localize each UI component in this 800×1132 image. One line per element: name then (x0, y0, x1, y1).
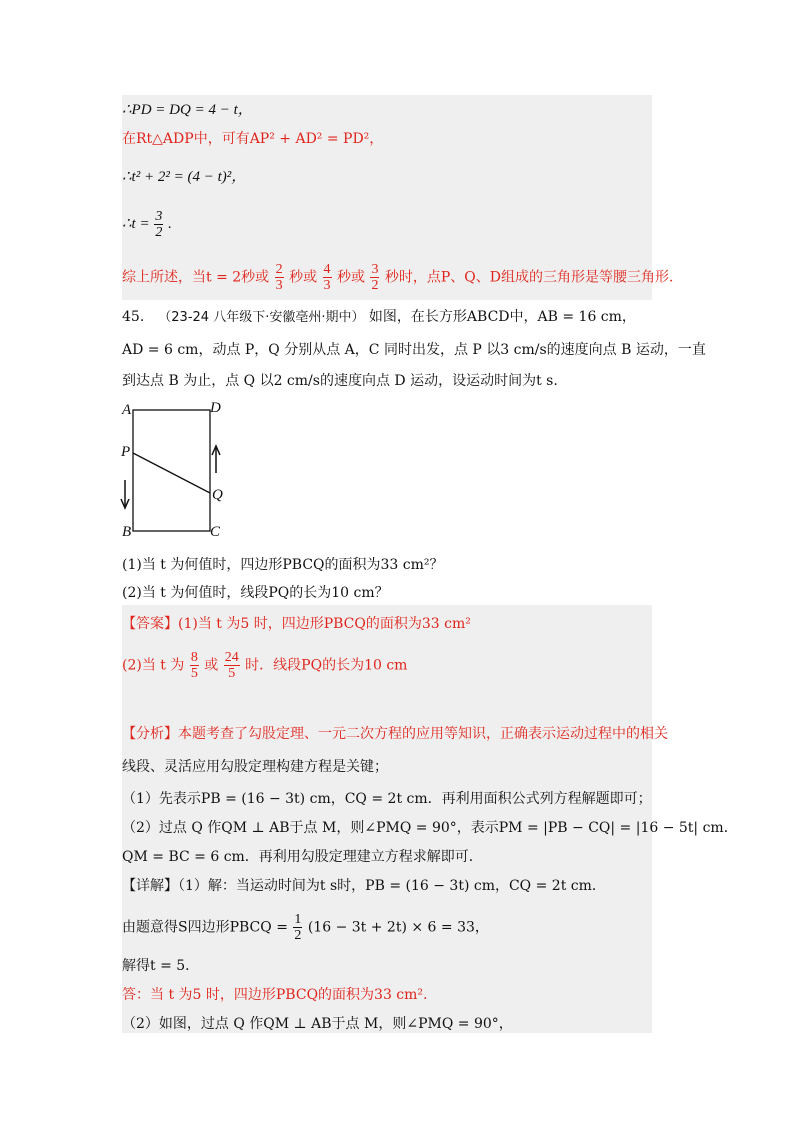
rectangle-figure (115, 395, 235, 545)
segment-pq (133, 453, 210, 493)
problem-source: （23-24 八年级下·安徽亳州·期中） (158, 310, 365, 325)
answer-2 (122, 650, 407, 681)
frac-num: 24 (224, 650, 239, 665)
detail2-suffix: (16 − 3t + 2t) × 6 = 33， (307, 919, 489, 936)
frac-den: 3 (323, 278, 331, 293)
question-2: (2)当 t 为何值时，线段PQ的长为10 cm？ (122, 585, 389, 601)
frac-den: 5 (190, 666, 198, 681)
frac-den: 5 (228, 666, 236, 681)
summary-prefix: 综上所述，当t = 2秒或 (122, 269, 270, 286)
answer2-mid: 或 (204, 657, 219, 674)
detail-line-5: （2）如图，过点 Q 作QM ⊥ AB于点 M，则∠PMQ = 90°， (122, 1016, 513, 1032)
summary-line (122, 262, 673, 293)
frac-den: 2 (294, 928, 302, 943)
analysis-line-5: QM = BC = 6 cm．再利用勾股定理建立方程求解即可． (122, 849, 483, 865)
eq-t-suffix: . (168, 215, 172, 232)
problem-number: 45． (122, 309, 154, 325)
answer2-prefix: (2)当 t 为 (122, 657, 185, 674)
frac-num: 4 (323, 262, 331, 277)
label-d: D (210, 400, 221, 416)
question-1: (1)当 t 为何值时，四边形PBCQ的面积为33 cm²？ (122, 557, 444, 573)
frac-num: 8 (190, 650, 198, 665)
label-a: A (122, 402, 132, 418)
problem-line-1 (122, 307, 636, 328)
problem-line-3: 到达点 B 为止，点 Q 以2 cm/s的速度向点 D 运动，设运动时间为t s. (122, 373, 558, 389)
fraction-24-5 (224, 650, 240, 681)
eq-square-sum: ∴t² + 2² = (4 − t)²， (122, 169, 247, 185)
analysis-line-2: 线段、灵活应用勾股定理构建方程是关键； (122, 759, 388, 775)
answer2-suffix: 时．线段PQ的长为10 cm (245, 657, 408, 674)
label-q: Q (212, 487, 223, 503)
fraction-3-2 (370, 262, 379, 293)
label-c: C (210, 524, 221, 540)
analysis-line-1 (122, 724, 668, 744)
arrow-down-icon (121, 480, 129, 508)
frac-num: 1 (294, 912, 302, 927)
analysis-line-4: （2）过点 Q 作QM ⊥ AB于点 M，则∠PMQ = 90°，表示PM = |PB − CQ| = |16 − 5t| cm． (122, 820, 738, 836)
eq-t-prefix: ∴t = (122, 215, 150, 232)
arrow-up-icon (212, 446, 220, 473)
answer-1: 【答案】(1)当 t 为5 时，四边形PBCQ的面积为33 cm² (122, 616, 471, 632)
fraction-1-2 (293, 912, 302, 943)
eq-t-result (122, 209, 172, 240)
frac-den: 2 (155, 225, 163, 240)
fraction-three-halves (154, 209, 163, 240)
problem-line1-rest: 如图，在长方形ABCD中，AB = 16 cm， (368, 309, 636, 325)
label-p: P (121, 444, 131, 460)
summary-mid2: 秒或 (336, 269, 365, 286)
frac-den: 2 (371, 278, 379, 293)
frac-num: 3 (155, 209, 163, 224)
fraction-2-3 (275, 262, 284, 293)
rectangle-abcd (133, 410, 210, 531)
detail-line-2 (122, 912, 489, 943)
pythagoras-statement: 在Rt△ADP中，可有AP² + AD² = PD²， (122, 131, 384, 147)
analysis-text: 【分析】本题考查了勾股定理、一元二次方程的应用等知识，正确表示运动过程中的相关 (122, 726, 668, 742)
frac-num: 3 (371, 262, 379, 277)
summary-suffix: 秒时，点P、Q、D组成的三角形是等腰三角形. (384, 269, 674, 286)
detail-line-1: 【详解】（1）解：当运动时间为t s时，PB = (16 − 3t) cm，CQ = 2t cm． (122, 878, 606, 894)
detail-line-3: 解得t = 5． (122, 958, 200, 974)
analysis-line-3: （1）先表示PB = (16 − 3t) cm，CQ = 2t cm．再利用面积公式列方程解题即可； (122, 791, 652, 807)
fraction-8-5 (190, 650, 199, 681)
frac-den: 3 (275, 278, 283, 293)
detail-line-4: 答：当 t 为5 时，四边形PBCQ的面积为33 cm². (122, 987, 428, 1003)
eq-pd-dq: ∴PD = DQ = 4 − t， (122, 102, 253, 118)
fraction-4-3 (323, 262, 332, 293)
label-b: B (122, 524, 132, 540)
problem-line-2: AD = 6 cm，动点 P，Q 分别从点 A，C 同时出发，点 P 以3 cm/s的速度向点 B 运动，一直 (122, 342, 706, 358)
detail2-prefix: 由题意得S四边形PBCQ = (122, 919, 288, 936)
summary-mid1: 秒或 (289, 269, 318, 286)
frac-num: 2 (275, 262, 283, 277)
